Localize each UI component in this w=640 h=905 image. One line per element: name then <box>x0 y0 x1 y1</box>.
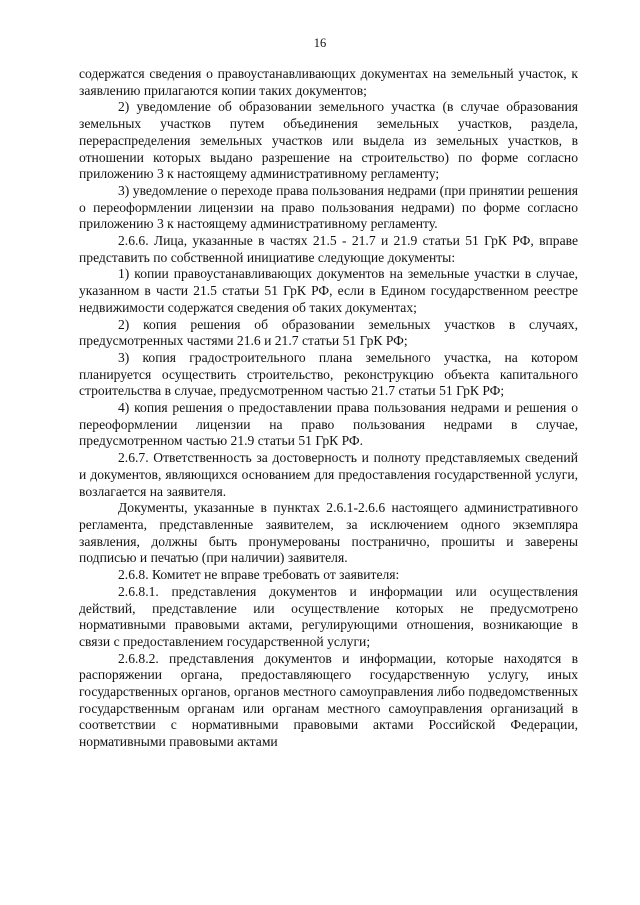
paragraph-item-2-notification: 2) уведомление об образовании земельного участка (в случае образования земельных участков путем объединения земельных участков, раздела, перераспределения земельных участков или выдела из земельных участков, в отношении которых выдано разрешение на строительство) по форме согласно приложению 3 к настоящему административному регламенту; <box>79 99 578 182</box>
paragraph-2-6-6: 2.6.6. Лица, указанные в частях 21.5 - 21.7 и 21.9 статьи 51 ГрК РФ, вправе представить по собственной инициативе следующие документы: <box>79 233 578 265</box>
paragraph-item-3-subsoil-transfer: 3) уведомление о переходе права пользования недрами (при принятии решения о переоформлении лицензии на право пользования недрами) по форме согласно приложению 3 к настоящему административному регламенту. <box>79 182 578 232</box>
paragraph-2-6-8-1: 2.6.8.1. представления документов и информации или осуществления действий, представление или осуществление которых не предусмотрено нормативными правовыми актами, регулирующими отношения, возникающие в связи с предоставлением государственной услуги; <box>79 583 578 649</box>
paragraph-2-6-8: 2.6.8. Комитет не вправе требовать от заявителя: <box>118 567 400 583</box>
paragraph-2-6-6-item-3: 3) копия градостроительного плана земельного участка, на котором планируется осуществить строительство, реконструкцию объекта капитального строительства в случае, предусмотренном частью 21.7 статьи 51 ГрК РФ; <box>79 349 578 399</box>
paragraph-2-6-8-2: 2.6.8.2. представления документов и информации, которые находятся в распоряжении органа, предоставляющего государственную услугу, иных государственных органов, органов местного самоуправления либо подведомственных государственным органам или органам местного самоуправления организаций в соответствии с нормативными правовыми актами Российской Федерации, нормативными правовыми актами <box>79 650 578 750</box>
paragraph-continuation: содержатся сведения о правоустанавливающих документах на земельный участок, к заявлению прилагаются копии таких документов; <box>79 66 578 98</box>
paragraph-2-6-6-item-2: 2) копия решения об образовании земельных участков в случаях, предусмотренных частями 21.6 и 21.7 статьи 51 ГрК РФ; <box>79 316 578 349</box>
paragraph-2-6-7: 2.6.7. Ответственность за достоверность и полноту представляемых сведений и документов, являющихся основанием для предоставления государственной услуги, возлагается на заявителя. <box>79 450 578 499</box>
page-number: 16 <box>313 36 327 50</box>
document-body <box>79 66 578 751</box>
paragraph-2-6-6-item-1: 1) копии правоустанавливающих документов на земельные участки в случае, указанном в части 21.5 статьи 51 ГрК РФ, если в Едином государственном реестре недвижимости содержатся сведения об таких документах; <box>79 266 578 315</box>
paragraph-documents-numbering: Документы, указанные в пунктах 2.6.1-2.6.6 настоящего административного регламента, представленные заявителем, за исключением одного экземпляра заявления, должны быть пронумерованы постранично, прошиты и заверены подписью и печатью (при наличии) заявителя. <box>79 500 578 566</box>
paragraph-2-6-6-item-4: 4) копия решения о предоставлении права пользования недрами и решения о переоформлении лицензии на право пользования недрами в случае, предусмотренном частью 21.9 статьи 51 ГрК РФ. <box>79 400 578 449</box>
